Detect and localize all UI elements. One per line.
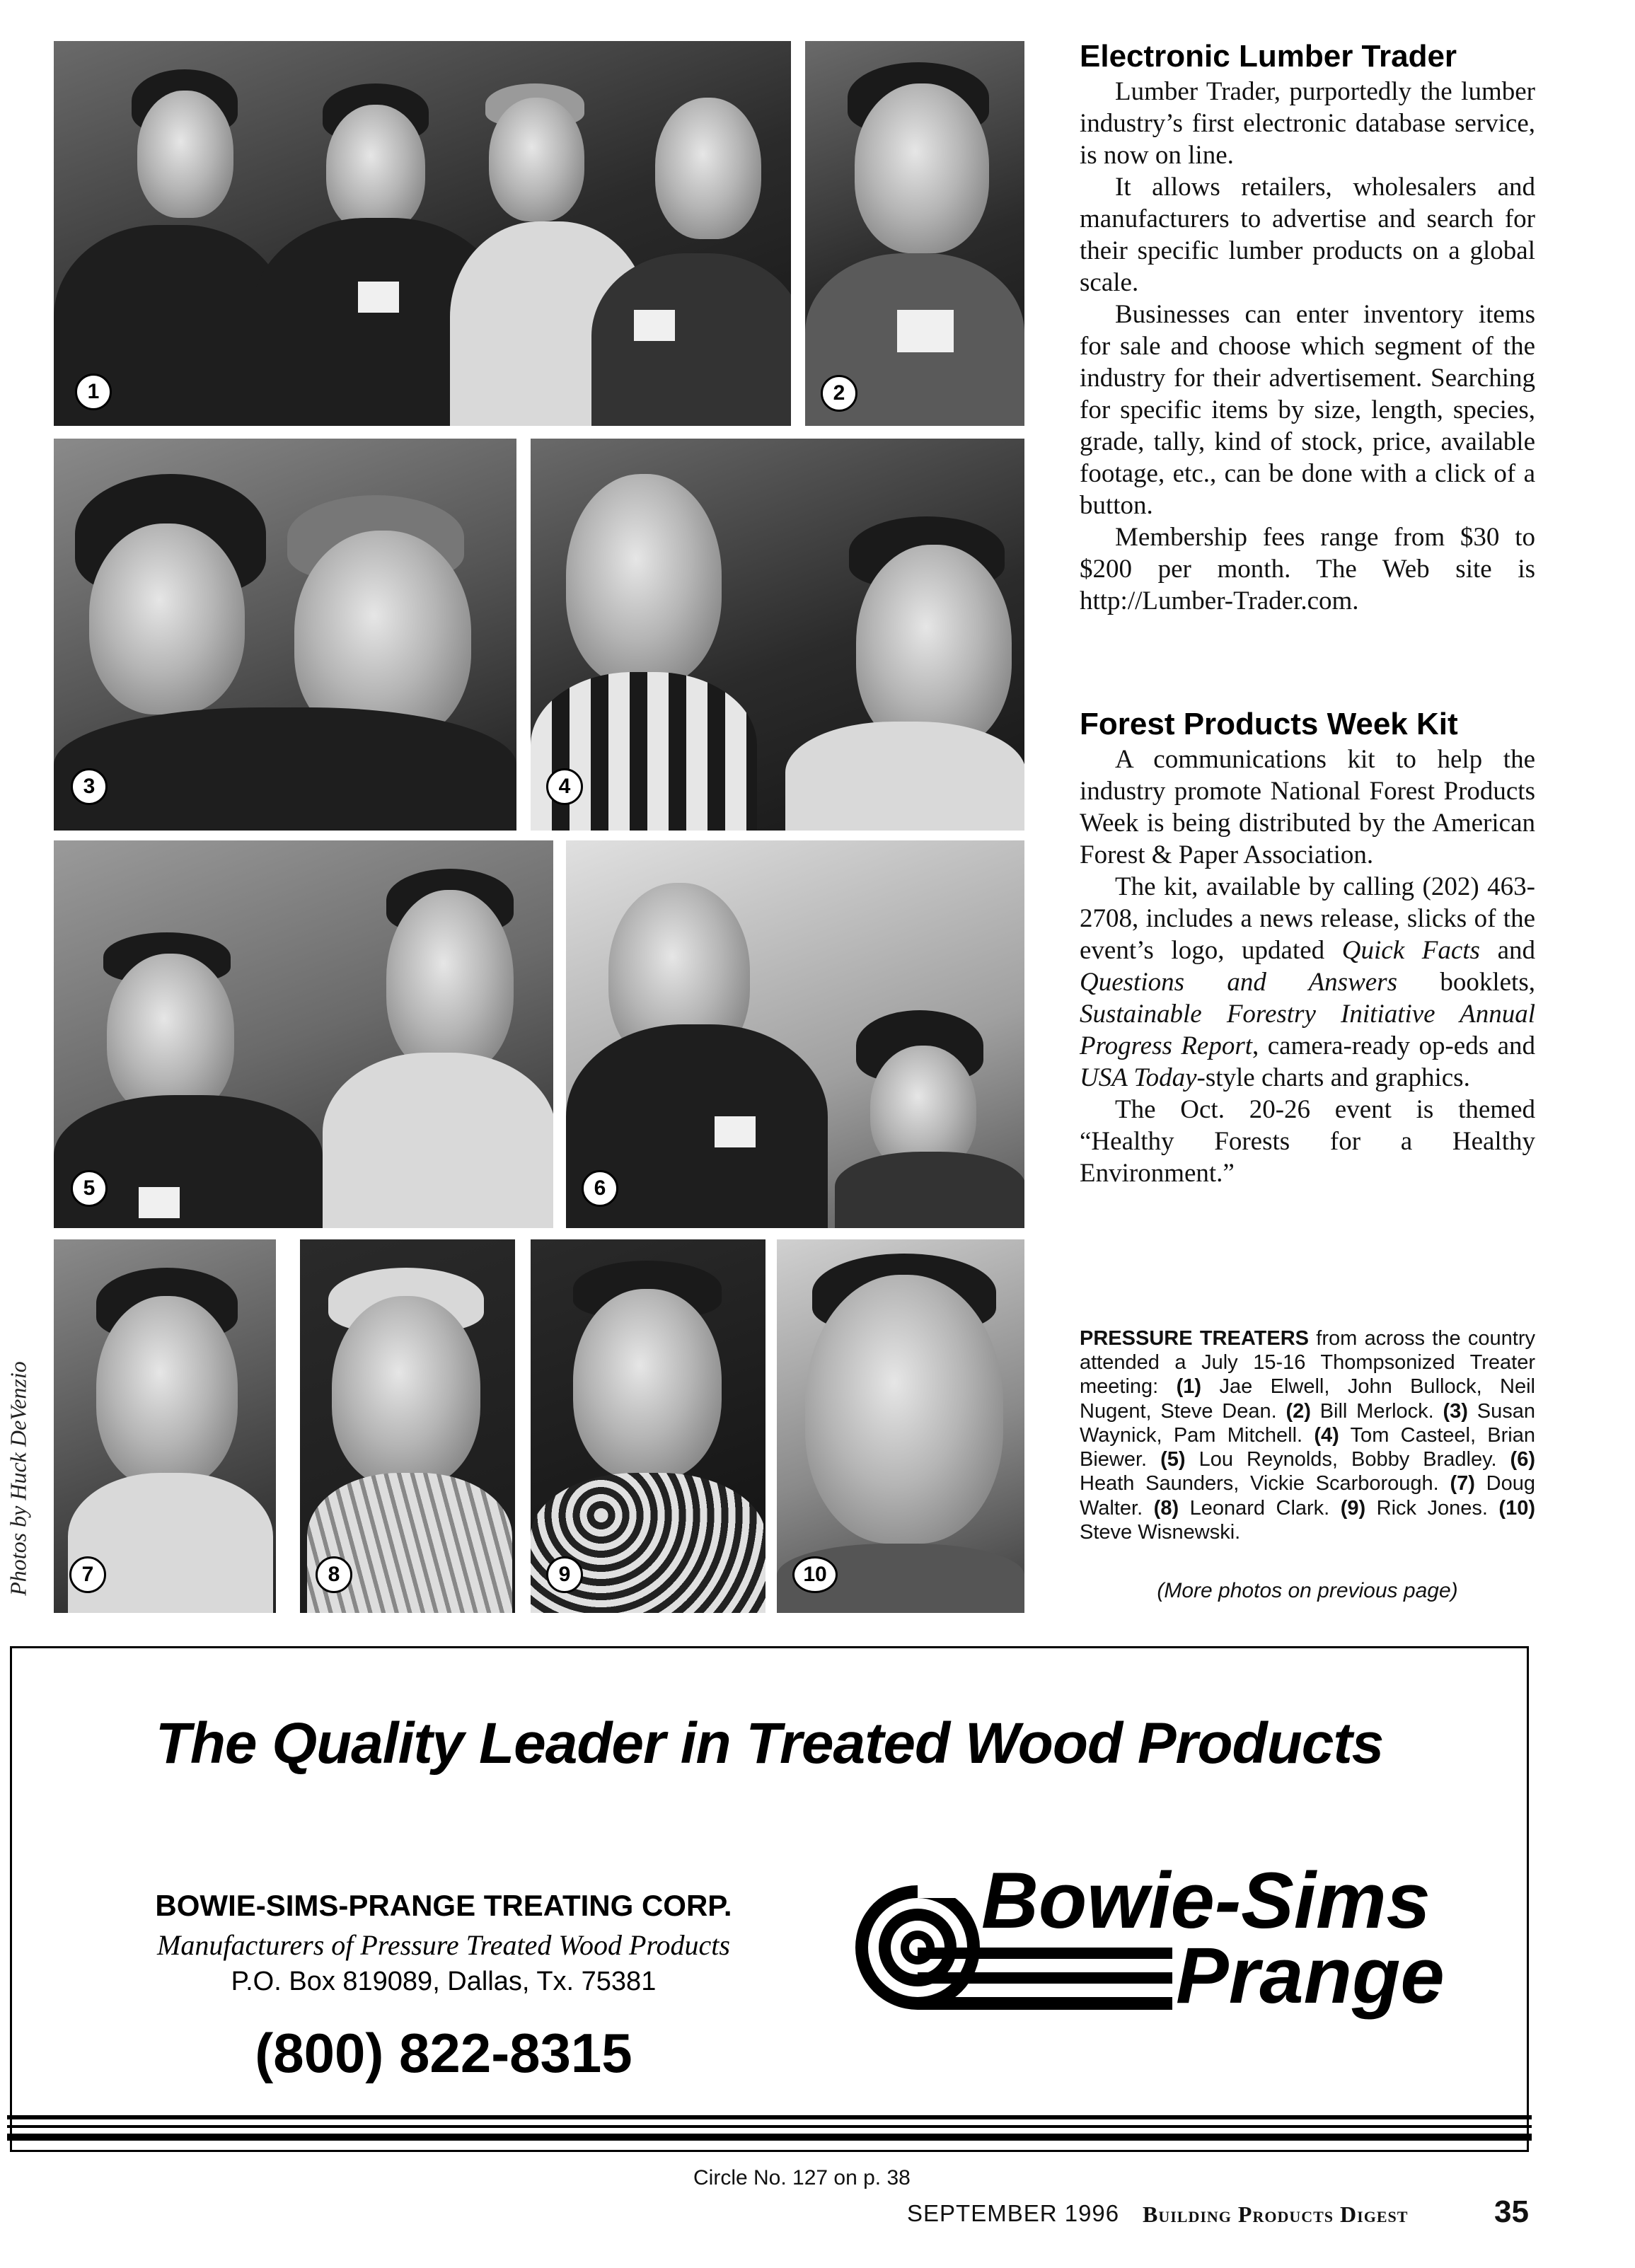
article-paragraph: Businesses can enter inventory items for sale and choose which segment of the industry for their advertisement. Searching for specific items by size, length, species, grade, tally, kind of stock, price, available footage, etc., can be done with a click of a button.: [1080, 300, 1535, 520]
photo-5: [54, 840, 553, 1228]
more-photos-note: (More photos on previous page): [1157, 1579, 1458, 1602]
photo-1: [54, 41, 791, 426]
photo-number-badge: 6: [582, 1170, 618, 1207]
photo-credit-text: Photos by Huck DeVenzio: [5, 1361, 31, 1596]
ad-tagline: Manufacturers of Pressure Treated Wood Products: [157, 1929, 730, 1961]
photo-number-badge: 9: [546, 1556, 583, 1593]
photo-number-badge: 7: [69, 1556, 106, 1593]
photo-10: [777, 1239, 1024, 1613]
article-title: Electronic Lumber Trader: [1080, 39, 1457, 74]
ad-address: P.O. Box 819089, Dallas, Tx. 75381: [231, 1967, 657, 1996]
publication-name: Building Products Digest: [1143, 2202, 1409, 2227]
issue-date: SEPTEMBER 1996: [907, 2200, 1120, 2226]
ad-company-name: BOWIE-SIMS-PRANGE TREATING CORP.: [155, 1889, 732, 1922]
company-logo: [850, 1856, 1473, 2029]
caption-lead: PRESSURE TREATERS: [1080, 1327, 1309, 1350]
article-paragraph: It allows retailers, wholesalers and manufacturers to advertise and search for their specific lumber products on a global scale.: [1080, 173, 1535, 298]
article-paragraph: A communications kit to help the industry promote National Forest Products Week is being distributed by the American Forest & Paper Association.: [1080, 745, 1535, 870]
photo-number-badge: 4: [546, 768, 583, 805]
photo-number-badge: 5: [71, 1170, 108, 1207]
photo-4: [531, 439, 1024, 831]
photo-number-badge: 1: [75, 374, 112, 410]
photo-number-badge: 3: [71, 768, 108, 805]
ad-headline: The Quality Leader in Treated Wood Products: [155, 1711, 1384, 1776]
photo-credit: [3, 1344, 34, 1613]
logo-text-line1: Bowie-Sims: [981, 1856, 1431, 1945]
article-forest-products-week-kit: [1080, 707, 1535, 1190]
advertisement: [10, 1646, 1529, 2152]
photo-3: [54, 439, 516, 831]
photo-9: [531, 1239, 765, 1613]
article-electronic-lumber-trader: [1080, 40, 1535, 618]
photo-number-badge: 10: [792, 1556, 838, 1593]
photo-8: [300, 1239, 515, 1613]
article-title: Forest Products Week Kit: [1080, 707, 1458, 741]
article-paragraph: Lumber Trader, purportedly the lumber industry’s first electronic database service, is now on line.: [1080, 77, 1535, 170]
ad-phone: (800) 822-8315: [255, 2022, 632, 2084]
photo-7: [54, 1239, 276, 1613]
logo-text-line2: Prange: [1176, 1931, 1445, 2020]
page-number: 35: [1494, 2194, 1529, 2229]
photo-number-badge: 8: [316, 1556, 352, 1593]
reader-service-number: Circle No. 127 on p. 38: [693, 2166, 911, 2189]
photo-number-badge: 2: [821, 375, 857, 412]
photo-caption: PRESSURE TREATERS from across the country attended a July 15-16 Thompsonized Treater meeting: (1) Jae Elwell, John Bullock, Neil Nugent, Steve Dean. (2) Bill Merlock. (3) Susan Waynick, Pam Mitchell. (4) Tom Casteel, Brian Biewer. (5) Lou Reynolds, Bobby Bradley. (6) Heath Saunders, Vickie Scarborough. (7) Doug Walter. (8) Leonard Clark. (9) Rick Jones. (10) Steve Wisnewski.: [1080, 1327, 1536, 1544]
photo-6: [566, 840, 1024, 1228]
article-paragraph: Membership fees range from $30 to $200 per month. The Web site is http://Lumber-Trader.com.: [1080, 522, 1535, 615]
photo-2: [805, 41, 1024, 426]
article-paragraph: The Oct. 20-26 event is themed “Healthy Forests for a Healthy Environment.”: [1080, 1094, 1535, 1188]
article-paragraph: The kit, available by calling (202) 463-2708, includes a news release, slicks of the event’s logo, updated Quick Facts and Questions and Answers booklets, Sustainable Forestry Initiative Annual Progress Report, camera-ready op-eds and USA Today-style charts and graphics.: [1080, 872, 1536, 1092]
